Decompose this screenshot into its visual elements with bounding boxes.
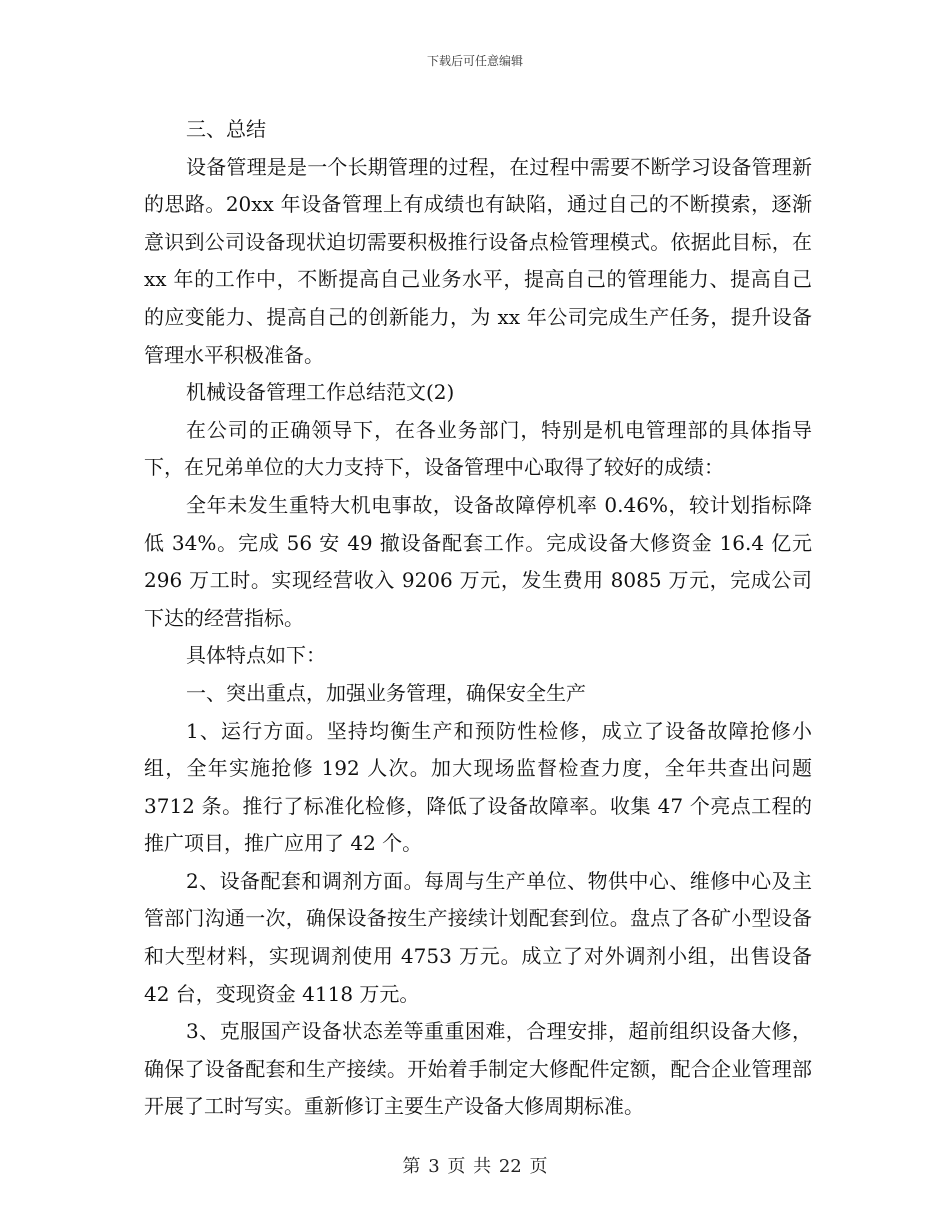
page-header-note: 下载后可任意编辑	[426, 54, 523, 68]
paragraph-intro: 在公司的正确领导下，在各业务部门，特别是机电管理部的具体指导下，在兄弟单位的大力支持下，设备管理中心取得了较好的成绩：	[144, 417, 812, 480]
document-title-2: 机械设备管理工作总结范文(2)	[186, 380, 455, 405]
page-number: 第 3 页 共 22 页	[402, 1156, 548, 1177]
section-heading-one: 一、突出重点，加强业务管理，确保安全生产	[186, 680, 586, 705]
document-body	[144, 111, 812, 1126]
paragraph-item-2: 2、设备配套和调剂方面。每周与生产单位、物供中心、维修中心及主管部门沟通一次，确保设备按生产接续计划配套到位。盘点了各矿小型设备和大型材料，实现调剂使用 4753 万元。成立了对外调剂小组，出售设备 42 台，变现资金 4118 万元。	[144, 868, 812, 1006]
paragraph-results: 全年未发生重特大机电事故，设备故障停机率 0.46%，较计划指标降低 34%。完成 56 安 49 撤设备配套工作。完成设备大修资金 16.4 亿元 296 万工时。实现经营收入 9206 万元，发生费用 8085 万元，完成公司下达的经营指标。	[144, 492, 812, 630]
paragraph-item-3: 3、克服国产设备状态差等重重困难，合理安排，超前组织设备大修，确保了设备配套和生产接续。开始着手制定大修配件定额，配合企业管理部开展了工时写实。重新修订主要生产设备大修周期标准。	[144, 1019, 812, 1119]
paragraph-summary: 设备管理是是一个长期管理的过程，在过程中需要不断学习设备管理新的思路。20xx 年设备管理上有成绩也有缺陷，通过自己的不断摸索，逐渐意识到公司设备现状迫切需要积极推行设备点检管理模式。依据此目标，在 xx 年的工作中，不断提高自己业务水平，提高自己的管理能力、提高自己的应变能力、提高自己的创新能力，为 xx 年公司完成生产任务，提升设备管理水平积极准备。	[144, 154, 812, 367]
paragraph-features-lead: 具体特点如下：	[186, 643, 326, 668]
paragraph-item-1: 1、运行方面。坚持均衡生产和预防性检修，成立了设备故障抢修小组，全年实施抢修 192 人次。加大现场监督检查力度，全年共查出问题 3712 条。推行了标准化检修，降低了设备故障率。收集 47 个亮点工程的推广项目，推广应用了 42 个。	[144, 718, 812, 856]
section-heading-summary: 三、总结	[186, 117, 266, 141]
